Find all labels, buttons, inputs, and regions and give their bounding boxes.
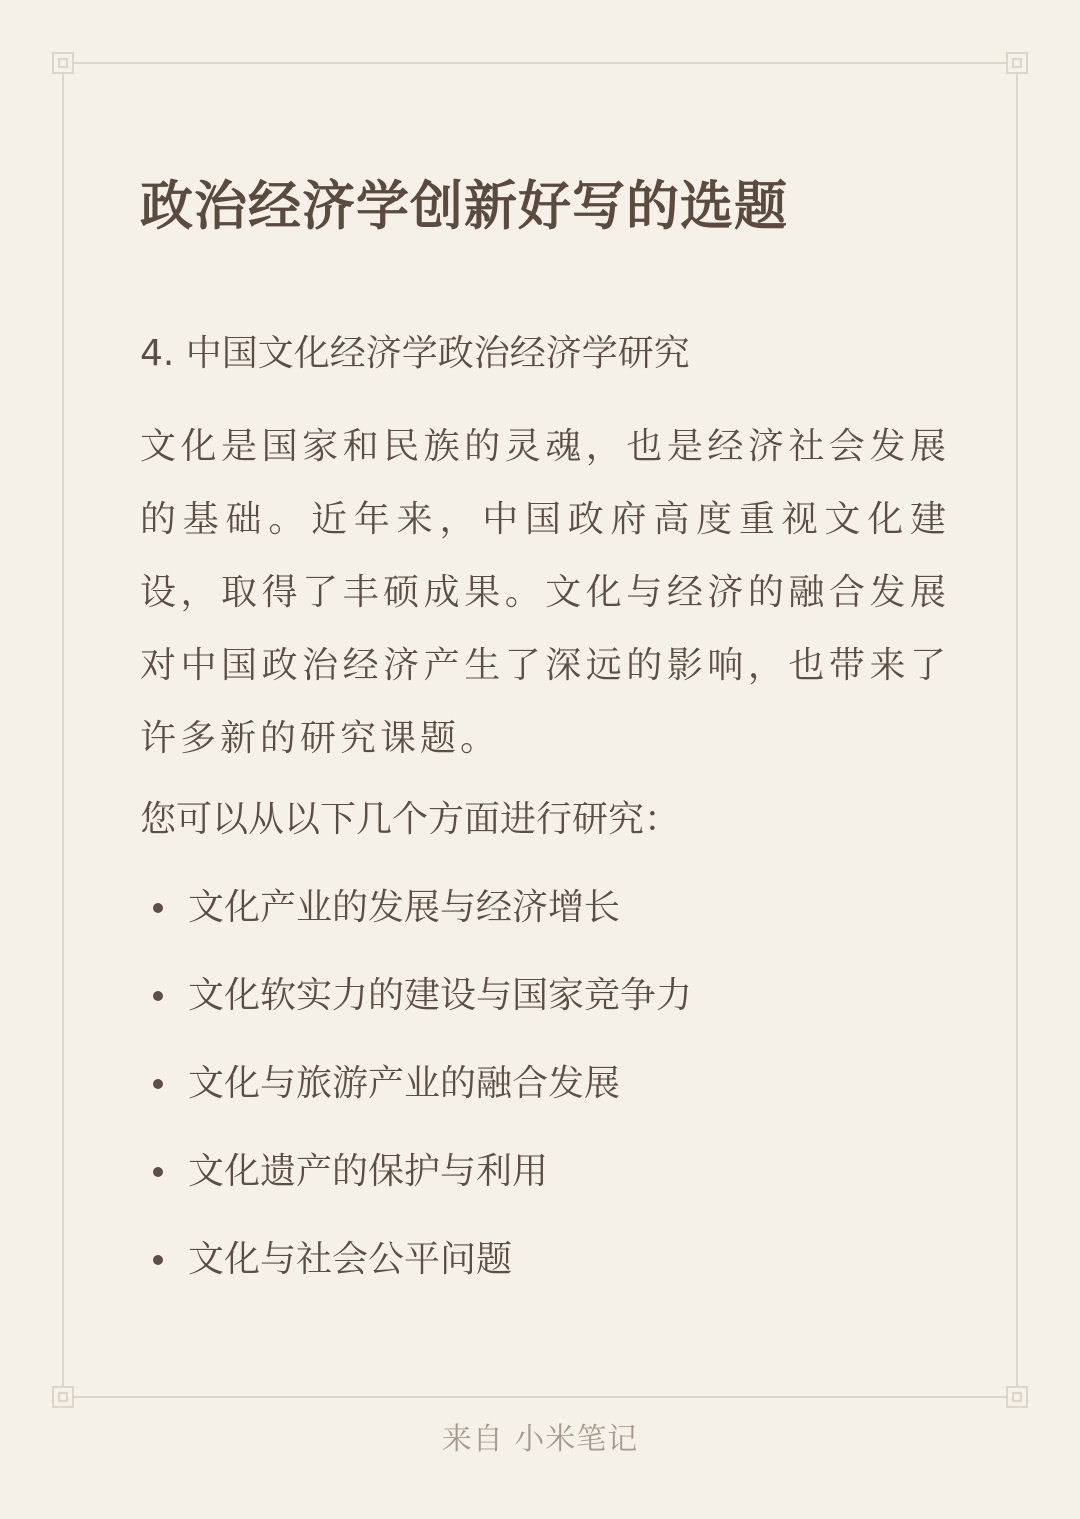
- list-item: [140, 1236, 960, 1324]
- frame-corner-ornament: [1006, 1386, 1028, 1408]
- bullet-icon: [153, 1255, 163, 1265]
- source-footer: 来自 小米笔记: [441, 1422, 639, 1457]
- list-item: [140, 1148, 960, 1236]
- body-paragraph: 文化是国家和民族的灵魂，也是经济社会发展的基础。近年来，中国政府高度重视文化建设，取得了丰硕成果。文化与经济的融合发展对中国政治经济产生了深远的影响，也带来了许多新的研究课题。: [140, 426, 950, 759]
- bullet-icon: [153, 1167, 163, 1177]
- frame-corner-ornament: [52, 1386, 74, 1408]
- list-item: [140, 1060, 960, 1148]
- list-item-text: 文化产业的发展与经济增长: [188, 887, 621, 928]
- note-title: 政治经济学创新好写的选题: [140, 176, 788, 237]
- section-heading: 4. 中国文化经济学政治经济学研究: [140, 333, 690, 374]
- list-item: [140, 884, 960, 972]
- list-item-text: 文化与旅游产业的融合发展: [188, 1063, 621, 1104]
- list-item: [140, 972, 960, 1060]
- frame-corner-ornament: [1006, 52, 1028, 74]
- list-item-text: 文化软实力的建设与国家竞争力: [188, 975, 693, 1016]
- topic-list: [140, 884, 960, 1324]
- bullet-icon: [153, 991, 163, 1001]
- list-item-text: 文化与社会公平问题: [188, 1239, 513, 1280]
- list-item-text: 文化遗产的保护与利用: [188, 1151, 549, 1192]
- frame-corner-ornament: [52, 52, 74, 74]
- bullet-icon: [153, 903, 163, 913]
- bullet-icon: [153, 1079, 163, 1089]
- list-intro: 您可以从以下几个方面进行研究：: [140, 799, 681, 840]
